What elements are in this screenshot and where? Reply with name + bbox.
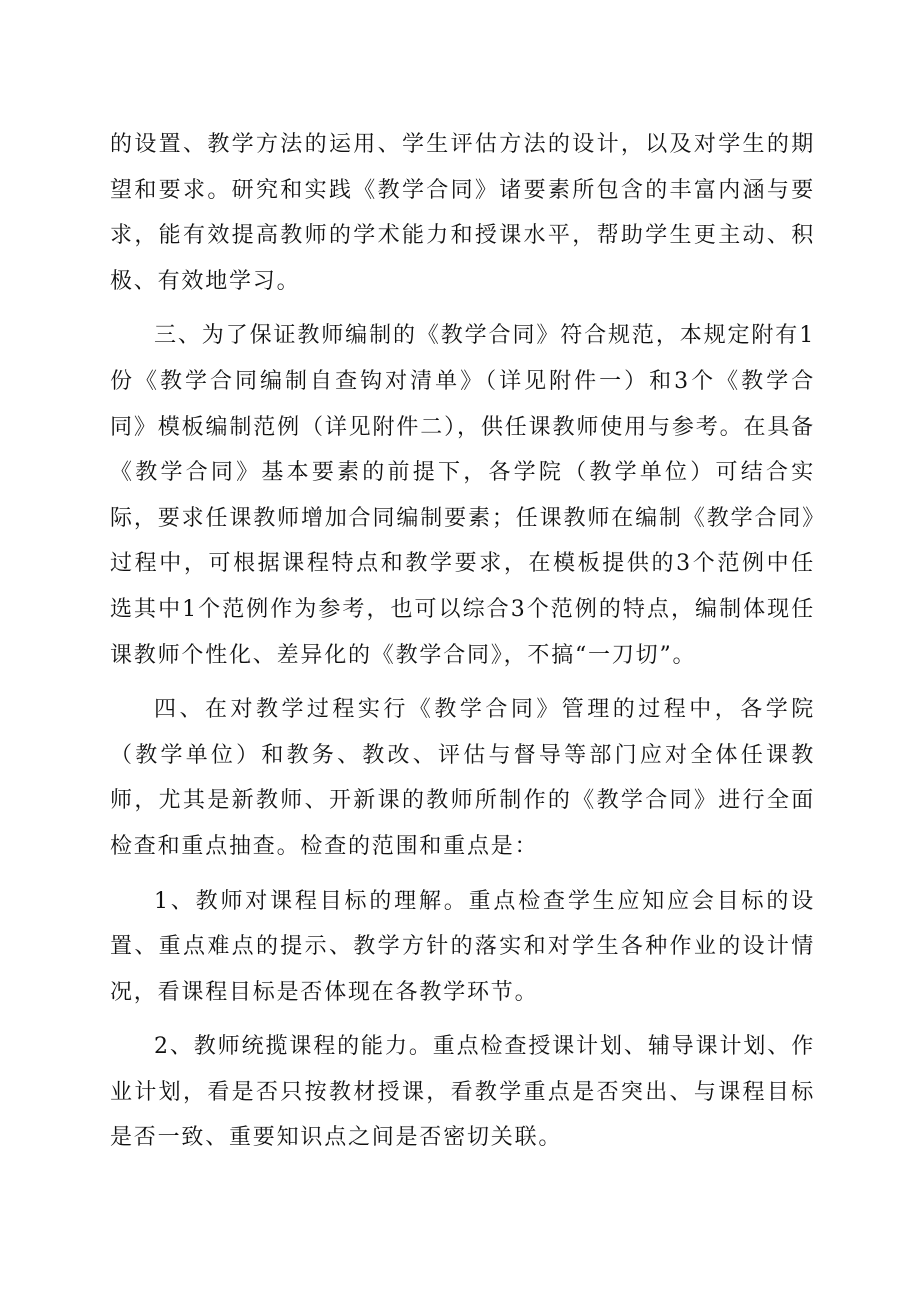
paragraph-section-three: 三、为了保证教师编制的《教学合同》符合规范，本规定附有1份《教学合同编制自查钩对清单》（详见附件一）和3个《教学合同》模板编制范例（详见附件二），供任课教师使用与参考。在具备《教学合同》基本要素的前提下，各学院（教学单位）可结合实际，要求任课教师增加合同编制要素；任课教师在编制《教学合同》过程中，可根据课程特点和教学要求，在模板提供的3个范例中任选其中1个范例作为参考，也可以综合3个范例的特点，编制体现任课教师个性化、差异化的《教学合同》，不搞“一刀切”。 (110, 323, 815, 668)
paragraph-continuation: 的设置、教学方法的运用、学生评估方法的设计，以及对学生的期望和要求。研究和实践《教学合同》诸要素所包含的丰富内涵与要求，能有效提高教师的学术能力和授课水平，帮助学生更主动、积极、有效地学习。 (110, 132, 815, 294)
paragraph-item-two: 2、教师统揽课程的能力。重点检查授课计划、辅导课计划、作业计划，看是否只按教材授课，看教学重点是否突出、与课程目标是否一致、重要知识点之间是否密切关联。 (110, 1034, 815, 1151)
paragraph-item-one: 1、教师对课程目标的理解。重点检查学生应知应会目标的设置、重点难点的提示、教学方针的落实和对学生各种作业的设计情况，看课程目标是否体现在各教学环节。 (110, 888, 815, 1005)
document-body (110, 122, 815, 1161)
paragraph-section-four: 四、在对教学过程实行《教学合同》管理的过程中，各学院（教学单位）和教务、教改、评估与督导等部门应对全体任课教师，尤其是新教师、开新课的教师所制作的《教学合同》进行全面检查和重点抽查。检查的范围和重点是： (110, 697, 815, 859)
